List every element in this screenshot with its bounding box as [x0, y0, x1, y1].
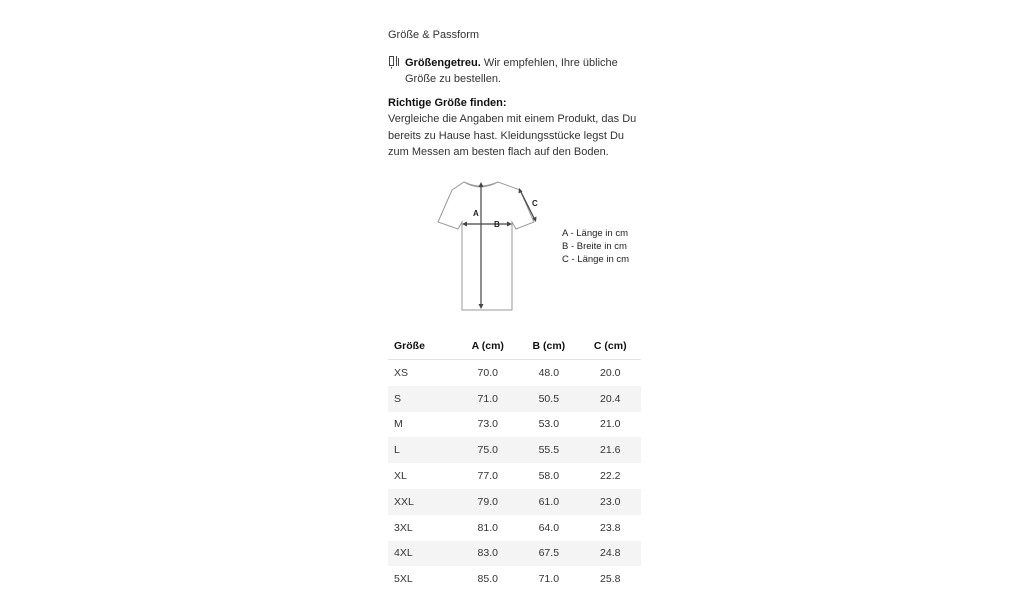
measure-cell: 48.0 — [538, 366, 560, 379]
find-size-title: Richtige Größe finden: — [388, 97, 507, 109]
table-row — [388, 463, 641, 489]
measure-cell: 64.0 — [538, 521, 560, 534]
measure-cell: 77.0 — [477, 470, 498, 483]
measure-cell: 25.8 — [600, 573, 621, 586]
tshirt-diagram — [408, 172, 548, 317]
fit-text — [405, 55, 644, 87]
measure-cell: 21.0 — [600, 418, 621, 431]
fit-text-line2: Größe zu bestellen. — [405, 73, 501, 85]
measure-cell: 55.5 — [518, 437, 579, 463]
measure-cell: 81.0 — [477, 521, 498, 534]
measure-cell: 53.0 — [538, 418, 560, 431]
label-b: B — [494, 220, 500, 229]
measure-cell: 21.6 — [580, 437, 641, 463]
table-row — [388, 386, 641, 412]
table-row — [388, 489, 641, 515]
fit-text-line1: Wir empfehlen, Ihre übliche — [480, 57, 618, 69]
table-row — [388, 566, 641, 592]
measure-cell: 75.0 — [457, 437, 518, 463]
column-header-b: B (cm) — [518, 333, 579, 360]
fit-bold-label: Größengetreu. — [405, 57, 481, 69]
measure-cell: 23.8 — [600, 521, 621, 534]
legend-item: B - Breite in cm — [562, 241, 627, 252]
size-cell: 3XL — [394, 521, 413, 534]
size-cell: S — [388, 386, 457, 412]
table-header-row — [388, 333, 641, 360]
measure-cell: 58.0 — [538, 470, 560, 483]
measure-cell: 83.0 — [457, 541, 518, 567]
size-cell: 4XL — [388, 541, 457, 567]
measure-cell: 85.0 — [477, 573, 498, 586]
table-row — [388, 541, 641, 567]
measure-cell: 50.5 — [518, 386, 579, 412]
measure-cell: 67.5 — [518, 541, 579, 567]
measure-cell: 79.0 — [457, 489, 518, 515]
measure-cell: 23.0 — [580, 489, 641, 515]
measure-cell: 20.4 — [580, 386, 641, 412]
find-size-line: bereits zu Hause hast. Kleidungsstücke legst Du — [388, 129, 625, 142]
measure-cell: 20.0 — [600, 366, 621, 379]
measure-cell: 24.8 — [580, 541, 641, 567]
measure-cell: 71.0 — [538, 573, 560, 586]
find-size-line: Vergleiche die Angaben mit einem Produkt, das Du — [388, 113, 637, 125]
size-fit-icon — [388, 55, 402, 69]
size-cell: M — [394, 418, 403, 431]
measure-legend — [562, 227, 629, 266]
legend-item: C - Länge in cm — [562, 254, 630, 265]
column-header-c: C (cm) — [580, 333, 641, 360]
legend-item: A - Länge in cm — [562, 228, 629, 239]
size-table — [388, 333, 641, 592]
size-cell: XXL — [388, 489, 457, 515]
find-size-text — [388, 111, 644, 161]
table-row — [388, 515, 641, 541]
fit-note — [388, 55, 644, 87]
label-a: A — [473, 209, 479, 218]
size-cell: 5XL — [394, 573, 413, 586]
label-c: C — [532, 199, 538, 208]
find-size-line: zum Messen am besten flach auf den Boden. — [388, 146, 609, 158]
size-cell: XS — [394, 366, 409, 379]
size-cell: L — [388, 437, 457, 463]
size-cell: XL — [394, 470, 407, 483]
column-header-size: Größe — [388, 333, 457, 360]
measure-cell: 22.2 — [600, 470, 621, 483]
section-heading: Größe & Passform — [388, 29, 480, 41]
column-header-a: A (cm) — [457, 333, 518, 360]
table-row — [388, 437, 641, 463]
table-row — [388, 412, 641, 438]
measure-cell: 73.0 — [477, 418, 498, 431]
measure-cell: 70.0 — [477, 366, 498, 379]
size-table-body — [388, 360, 641, 593]
measure-cell: 61.0 — [518, 489, 579, 515]
tshirt-outline — [438, 182, 534, 310]
table-row — [388, 360, 641, 386]
measure-cell: 71.0 — [457, 386, 518, 412]
